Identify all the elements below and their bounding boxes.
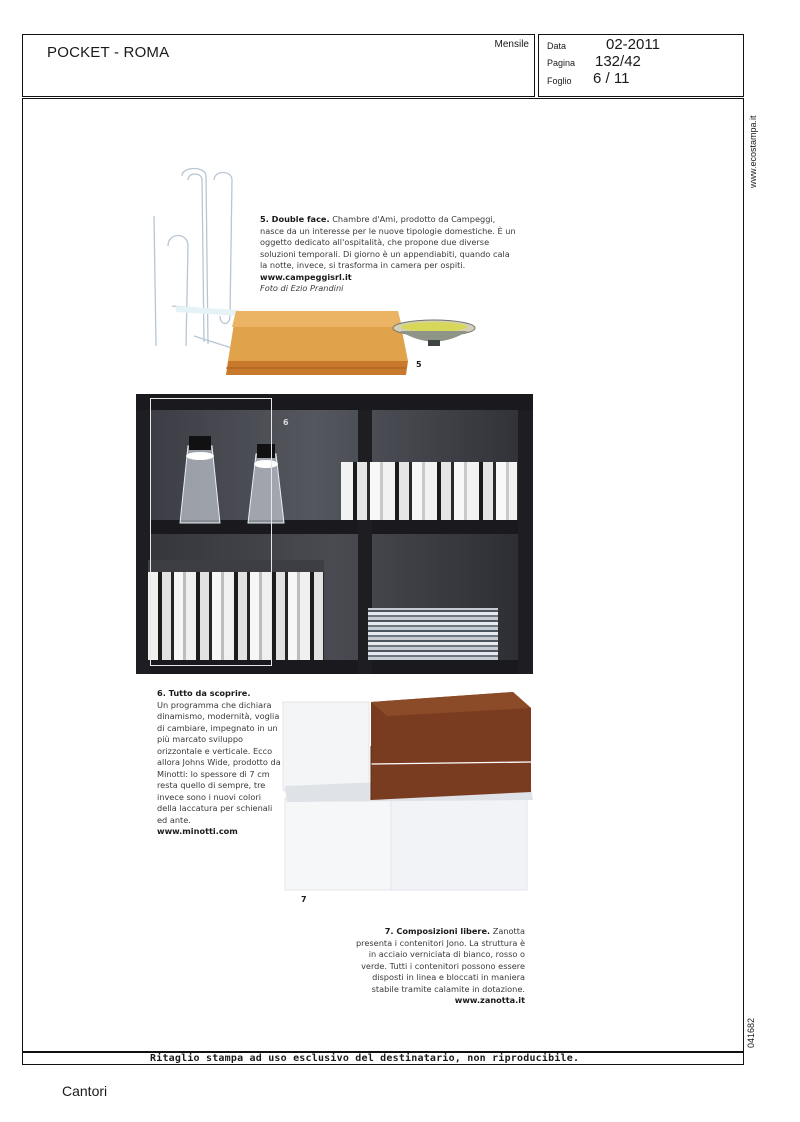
- caption-item-5: [260, 214, 516, 295]
- item6-body: Un programma che dichiara dinamismo, modernità, voglia di cambiare, impegnato in un più marcato sviluppo orizzontale e verticale. Ecco allora Johns Wide, prodotto da Minotti: lo spessore di 7 cm resta quello di sempre, tre invece sono i nuovi colori della laccatura per schienali ed ante.: [157, 699, 281, 825]
- storage-units-image: [275, 690, 537, 900]
- frequency-label: Mensile: [494, 39, 529, 50]
- header-meta-box: [538, 34, 744, 97]
- figure-number-6: 6: [283, 418, 289, 427]
- date-label: Data: [547, 41, 567, 51]
- publication-name: POCKET - ROMA: [47, 44, 170, 61]
- item6-url: www.minotti.com: [157, 826, 238, 836]
- item6-title: 6. Tutto da scoprire.: [157, 688, 251, 698]
- ecostampa-site: www.ecostampa.it: [748, 115, 758, 188]
- item7-body: Zanotta presenta i contenitori Jono. La struttura è in acciaio verniciata di bianco, rosso o verde. Tutti i contenitori possono essere disposti in linea e bloccati in maniera stabile tramite calamite in dotazione.: [355, 926, 525, 994]
- caption-item-6: [157, 688, 281, 838]
- item5-body: Chambre d'Ami, prodotto da Campeggi, nasce da un interesse per le nuove tipologie domestiche. È un oggetto dedicato all'ospitalità, che propone due diverse soluzioni temporali. Di giorno è un appendiabiti, quando cala la notte, invece, si trasforma in camera per ospiti.: [260, 214, 516, 270]
- page-value: 132/42: [595, 53, 641, 70]
- photo-highlight-outline: [150, 398, 272, 666]
- header-publication-box: [22, 34, 535, 97]
- sheet-label: Foglio: [547, 76, 572, 86]
- caption-item-7: [352, 926, 525, 1007]
- item5-credit: Foto di Ezio Prandini: [260, 283, 344, 293]
- bowl-image: [390, 318, 478, 352]
- bookcase-photo: [136, 394, 533, 674]
- item5-title: 5. Double face.: [260, 214, 330, 224]
- books-upper: [341, 462, 517, 520]
- page-label: Pagina: [547, 58, 576, 68]
- copyright-notice: Ritaglio stampa ad uso esclusivo del destinatario, non riproducibile.: [150, 1053, 580, 1064]
- item7-title: 7. Composizioni libere.: [384, 926, 491, 936]
- date-value: 02-2011: [606, 36, 660, 53]
- figure-number-7: 7: [301, 895, 307, 904]
- signature-name: Cantori: [62, 1083, 108, 1099]
- mattress-image: [222, 305, 410, 379]
- cd-stacks: [368, 608, 498, 660]
- item5-url: www.campeggisrl.it: [260, 271, 352, 282]
- clipping-code: 041682: [746, 1017, 756, 1048]
- sheet-value: 6 / 11: [593, 70, 630, 87]
- figure-number-5: 5: [416, 360, 422, 369]
- item7-url: www.zanotta.it: [454, 995, 525, 1005]
